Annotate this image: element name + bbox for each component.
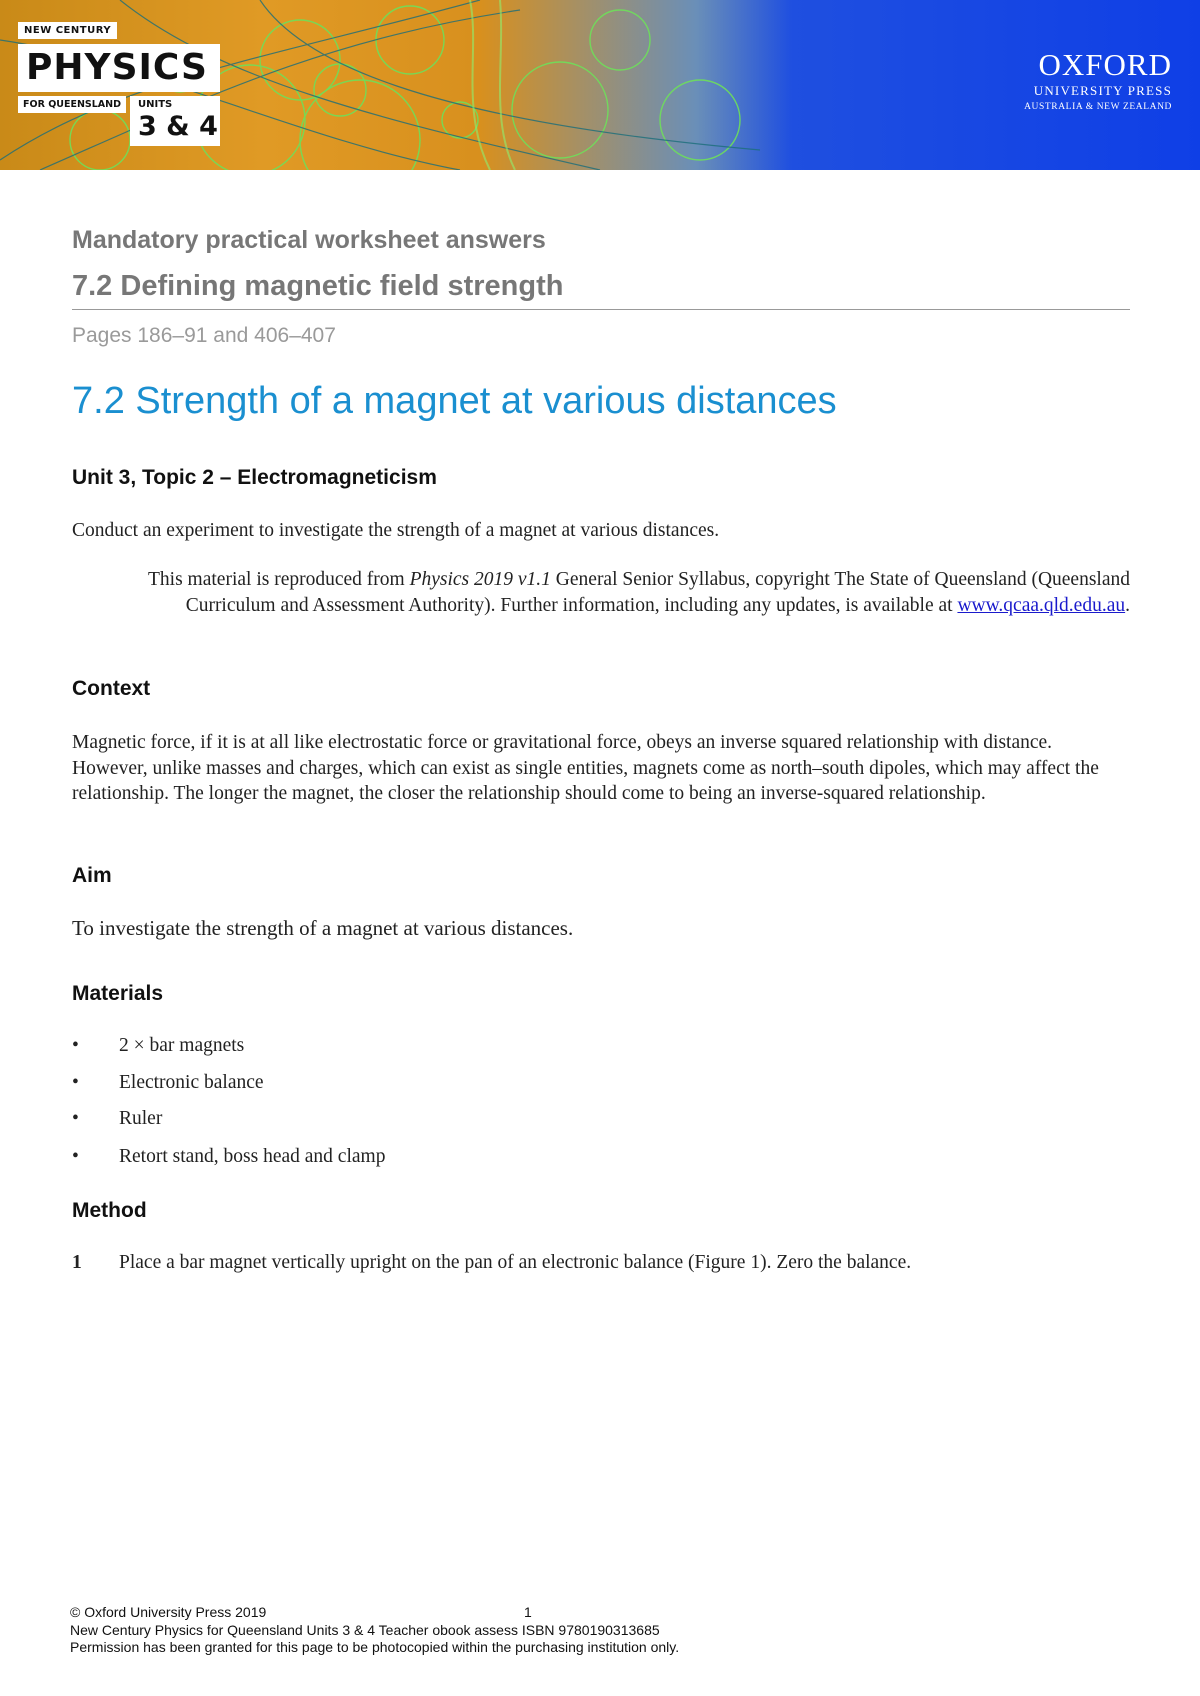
syllabus-title: Physics 2019 v1.1	[409, 569, 551, 590]
header-banner	[0, 0, 1200, 170]
notice-text-end: .	[1125, 594, 1130, 616]
page-reference: Pages 186–91 and 406–407	[72, 324, 336, 347]
intro-text: Conduct an experiment to investigate the strength of a magnet at various distances.	[72, 520, 720, 541]
units-label: UNITS	[138, 99, 173, 110]
series-logo	[18, 22, 220, 146]
publisher-sub: UNIVERSITY PRESS	[1033, 83, 1172, 98]
syllabus-notice	[72, 567, 1130, 618]
units-value: 3 & 4	[138, 111, 218, 142]
bullet: •	[72, 1072, 79, 1093]
step-text: Place a bar magnet vertically upright on the pan of an electronic balance (Figure 1). Zero the balance.	[119, 1252, 912, 1273]
publisher-region: AUSTRALIA & NEW ZEALAND	[1024, 102, 1172, 112]
series-top-label: NEW CENTURY	[18, 22, 117, 39]
section-subtitle: 7.2 Defining magnetic field strength	[72, 270, 564, 302]
bullet: •	[72, 1108, 79, 1129]
material-label: Ruler	[119, 1108, 163, 1129]
bullet: •	[72, 1035, 79, 1056]
context-heading: Context	[72, 677, 151, 700]
heading-divider	[72, 309, 1130, 310]
step-number: 1	[72, 1252, 82, 1273]
method-heading: Method	[72, 1199, 147, 1222]
material-label: 2 × bar magnets	[119, 1035, 245, 1056]
page-title: 7.2 Strength of a magnet at various distances	[72, 380, 837, 422]
unit-heading: Unit 3, Topic 2 – Electromagneticism	[72, 466, 437, 489]
aim-text: To investigate the strength of a magnet at various distances.	[72, 916, 574, 940]
material-label: Electronic balance	[119, 1072, 264, 1093]
footer-permission-line: Permission has been granted for this page to be photocopied within the purchasing institution only.	[70, 1639, 680, 1655]
aim-heading: Aim	[72, 864, 112, 887]
bullet: •	[72, 1146, 79, 1167]
document-kicker: Mandatory practical worksheet answers	[72, 226, 546, 254]
publisher-name: OXFORD	[1038, 47, 1172, 82]
qcaa-link[interactable]: www.qcaa.qld.edu.au	[957, 594, 1126, 616]
notice-text-mid: General Senior Syllabus, copyright The State of Queensland (Queensland Curriculum and Assessment Authority). Further information, including any updates, is available at	[185, 569, 1130, 616]
series-main-label: PHYSICS	[18, 44, 220, 92]
materials-heading: Materials	[72, 982, 164, 1005]
material-label: Retort stand, boss head and clamp	[119, 1146, 386, 1167]
page-footer	[70, 1604, 679, 1657]
footer-copyright: © Oxford University Press 2019	[70, 1604, 267, 1620]
notice-text-start: This material is reproduced from	[148, 569, 410, 590]
series-state-label: FOR QUEENSLAND	[18, 96, 126, 113]
page-number: 1	[524, 1604, 532, 1620]
units-badge	[130, 96, 220, 146]
publisher-logo	[1024, 48, 1172, 114]
context-text: Magnetic force, if it is at all like electrostatic force or gravitational force, obeys an inverse squared relationship with distance. However, unlike masses and charges, which can exist as single entities, magnets come as north–south dipoles, which may affect the relationship. The longer the magnet, the closer the relationship should come to being an inverse-squared relationship.	[72, 732, 1099, 804]
footer-isbn-line: New Century Physics for Queensland Units 3 & 4 Teacher obook assess ISBN 9780190313685	[70, 1621, 660, 1638]
